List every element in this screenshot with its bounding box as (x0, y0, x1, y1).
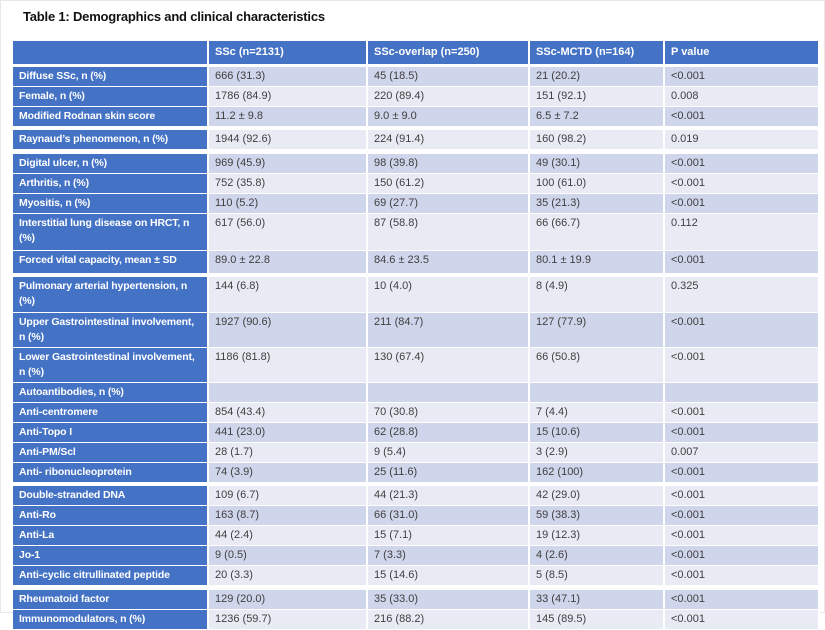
data-cell: 49 (30.1) (529, 154, 664, 174)
row-label: Anti-La (13, 526, 208, 546)
row-label: Anti-PM/Scl (13, 442, 208, 462)
table-row (13, 312, 819, 347)
row-label: Digital ulcer, n (%) (13, 154, 208, 174)
table-row (13, 382, 819, 402)
table-row (13, 65, 819, 86)
data-cell: 62 (28.8) (367, 422, 529, 442)
data-cell: <0.001 (664, 173, 819, 193)
table-row (13, 526, 819, 546)
column-header: SSc (n=2131) (208, 41, 367, 65)
data-cell: 45 (18.5) (367, 65, 529, 86)
data-cell: 10 (4.0) (367, 277, 529, 312)
data-cell: 9 (0.5) (208, 546, 367, 566)
data-cell: 15 (7.1) (367, 526, 529, 546)
header-row (13, 41, 819, 65)
row-label: Anti-Ro (13, 506, 208, 526)
row-label: Jo-1 (13, 546, 208, 566)
data-cell (367, 382, 529, 402)
data-cell: 66 (66.7) (529, 213, 664, 250)
table-row (13, 154, 819, 174)
row-label: Anti-Topo I (13, 422, 208, 442)
table-title: Table 1: Demographics and clinical characteristics (23, 9, 325, 24)
table-row (13, 193, 819, 213)
data-cell: 33 (47.1) (529, 590, 664, 610)
row-label: Autoantibodies, n (%) (13, 382, 208, 402)
table-row (13, 213, 819, 250)
column-header: P value (664, 41, 819, 65)
table-row (13, 486, 819, 506)
table-row (13, 566, 819, 586)
data-cell: 160 (98.2) (529, 130, 664, 150)
table-row (13, 506, 819, 526)
data-cell (529, 382, 664, 402)
table-row (13, 442, 819, 462)
data-cell: <0.001 (664, 526, 819, 546)
data-cell: 70 (30.8) (367, 402, 529, 422)
data-cell: 3 (2.9) (529, 442, 664, 462)
data-cell: 98 (39.8) (367, 154, 529, 174)
data-cell: 9 (5.4) (367, 442, 529, 462)
data-cell: 220 (89.4) (367, 86, 529, 106)
data-cell: 1236 (59.7) (208, 609, 367, 629)
data-cell: 216 (88.2) (367, 609, 529, 629)
data-cell: <0.001 (664, 347, 819, 382)
data-cell: 15 (10.6) (529, 422, 664, 442)
data-cell: 109 (6.7) (208, 486, 367, 506)
data-cell: 7 (4.4) (529, 402, 664, 422)
row-label: Double-stranded DNA (13, 486, 208, 506)
row-label: Raynaud’s phenomenon, n (%) (13, 130, 208, 150)
data-cell: 35 (21.3) (529, 193, 664, 213)
table-row (13, 462, 819, 482)
data-cell: 211 (84.7) (367, 312, 529, 347)
table-header (13, 41, 819, 65)
data-cell: 130 (67.4) (367, 347, 529, 382)
data-cell: 74 (3.9) (208, 462, 367, 482)
table-row (13, 173, 819, 193)
row-label: Myositis, n (%) (13, 193, 208, 213)
data-cell: 162 (100) (529, 462, 664, 482)
data-cell: 6.5 ± 7.2 (529, 106, 664, 126)
data-cell: 151 (92.1) (529, 86, 664, 106)
data-cell: <0.001 (664, 65, 819, 86)
data-cell: 110 (5.2) (208, 193, 367, 213)
demographics-table (13, 41, 820, 630)
data-cell: 66 (31.0) (367, 506, 529, 526)
column-header: SSc-MCTD (n=164) (529, 41, 664, 65)
data-cell: <0.001 (664, 609, 819, 629)
row-label: Interstitial lung disease on HRCT, n (%) (13, 213, 208, 250)
table-row (13, 277, 819, 312)
table-row (13, 130, 819, 150)
row-label: Pulmonary arterial hypertension, n (%) (13, 277, 208, 312)
data-cell: 854 (43.4) (208, 402, 367, 422)
row-label: Female, n (%) (13, 86, 208, 106)
column-header: SSc-overlap (n=250) (367, 41, 529, 65)
row-label: Anti- ribonucleoprotein (13, 462, 208, 482)
table-row (13, 546, 819, 566)
table-row (13, 106, 819, 126)
row-label: Lower Gastrointestinal involvement, n (%) (13, 347, 208, 382)
data-cell: <0.001 (664, 506, 819, 526)
row-label: Rheumatoid factor (13, 590, 208, 610)
data-cell: 163 (8.7) (208, 506, 367, 526)
data-cell: 66 (50.8) (529, 347, 664, 382)
data-cell: <0.001 (664, 566, 819, 586)
data-cell: 5 (8.5) (529, 566, 664, 586)
row-label: Forced vital capacity, mean ± SD (13, 250, 208, 273)
data-cell: 19 (12.3) (529, 526, 664, 546)
data-cell: 44 (2.4) (208, 526, 367, 546)
data-cell: 7 (3.3) (367, 546, 529, 566)
data-cell: 150 (61.2) (367, 173, 529, 193)
data-cell: 44 (21.3) (367, 486, 529, 506)
data-cell: 129 (20.0) (208, 590, 367, 610)
data-cell: 0.112 (664, 213, 819, 250)
data-cell: <0.001 (664, 422, 819, 442)
data-cell (664, 382, 819, 402)
corner-header-cell (13, 41, 208, 65)
table-row (13, 250, 819, 273)
row-label: Arthritis, n (%) (13, 173, 208, 193)
data-cell: <0.001 (664, 486, 819, 506)
data-cell: 617 (56.0) (208, 213, 367, 250)
data-cell: <0.001 (664, 193, 819, 213)
data-cell: 21 (20.2) (529, 65, 664, 86)
data-cell: 1944 (92.6) (208, 130, 367, 150)
data-cell: 0.008 (664, 86, 819, 106)
data-cell (208, 382, 367, 402)
data-cell: <0.001 (664, 590, 819, 610)
data-cell: 0.019 (664, 130, 819, 150)
data-cell: 89.0 ± 22.8 (208, 250, 367, 273)
data-cell: 4 (2.6) (529, 546, 664, 566)
data-cell: 1786 (84.9) (208, 86, 367, 106)
data-cell: 35 (33.0) (367, 590, 529, 610)
table-row (13, 590, 819, 610)
data-cell: 441 (23.0) (208, 422, 367, 442)
table-body (13, 65, 819, 629)
data-cell: 8 (4.9) (529, 277, 664, 312)
row-label: Immunomodulators, n (%) (13, 609, 208, 629)
row-label: Modified Rodnan skin score (13, 106, 208, 126)
table-row (13, 422, 819, 442)
data-cell: 144 (6.8) (208, 277, 367, 312)
data-cell: 69 (27.7) (367, 193, 529, 213)
data-cell: 127 (77.9) (529, 312, 664, 347)
table-row (13, 609, 819, 629)
table-row (13, 86, 819, 106)
table-row (13, 402, 819, 422)
data-cell: 11.2 ± 9.8 (208, 106, 367, 126)
data-cell: 100 (61.0) (529, 173, 664, 193)
data-cell: 752 (35.8) (208, 173, 367, 193)
row-label: Diffuse SSc, n (%) (13, 65, 208, 86)
data-cell: 15 (14.6) (367, 566, 529, 586)
data-cell: 969 (45.9) (208, 154, 367, 174)
data-cell: <0.001 (664, 312, 819, 347)
data-cell: 224 (91.4) (367, 130, 529, 150)
data-cell: 9.0 ± 9.0 (367, 106, 529, 126)
data-cell: 20 (3.3) (208, 566, 367, 586)
data-cell: <0.001 (664, 106, 819, 126)
data-cell: 28 (1.7) (208, 442, 367, 462)
data-cell: 84.6 ± 23.5 (367, 250, 529, 273)
data-cell: 0.325 (664, 277, 819, 312)
data-cell: 0.007 (664, 442, 819, 462)
row-label: Anti-cyclic citrullinated peptide (13, 566, 208, 586)
data-cell: <0.001 (664, 546, 819, 566)
data-cell: 87 (58.8) (367, 213, 529, 250)
data-cell: <0.001 (664, 154, 819, 174)
row-label: Anti-centromere (13, 402, 208, 422)
data-cell: 145 (89.5) (529, 609, 664, 629)
row-label: Upper Gastrointestinal involvement, n (%) (13, 312, 208, 347)
table-row (13, 347, 819, 382)
data-cell: 59 (38.3) (529, 506, 664, 526)
data-cell: 666 (31.3) (208, 65, 367, 86)
data-cell: <0.001 (664, 462, 819, 482)
data-cell: <0.001 (664, 402, 819, 422)
data-cell: 80.1 ± 19.9 (529, 250, 664, 273)
data-cell: 25 (11.6) (367, 462, 529, 482)
data-cell: 42 (29.0) (529, 486, 664, 506)
data-cell: 1186 (81.8) (208, 347, 367, 382)
data-cell: <0.001 (664, 250, 819, 273)
data-cell: 1927 (90.6) (208, 312, 367, 347)
